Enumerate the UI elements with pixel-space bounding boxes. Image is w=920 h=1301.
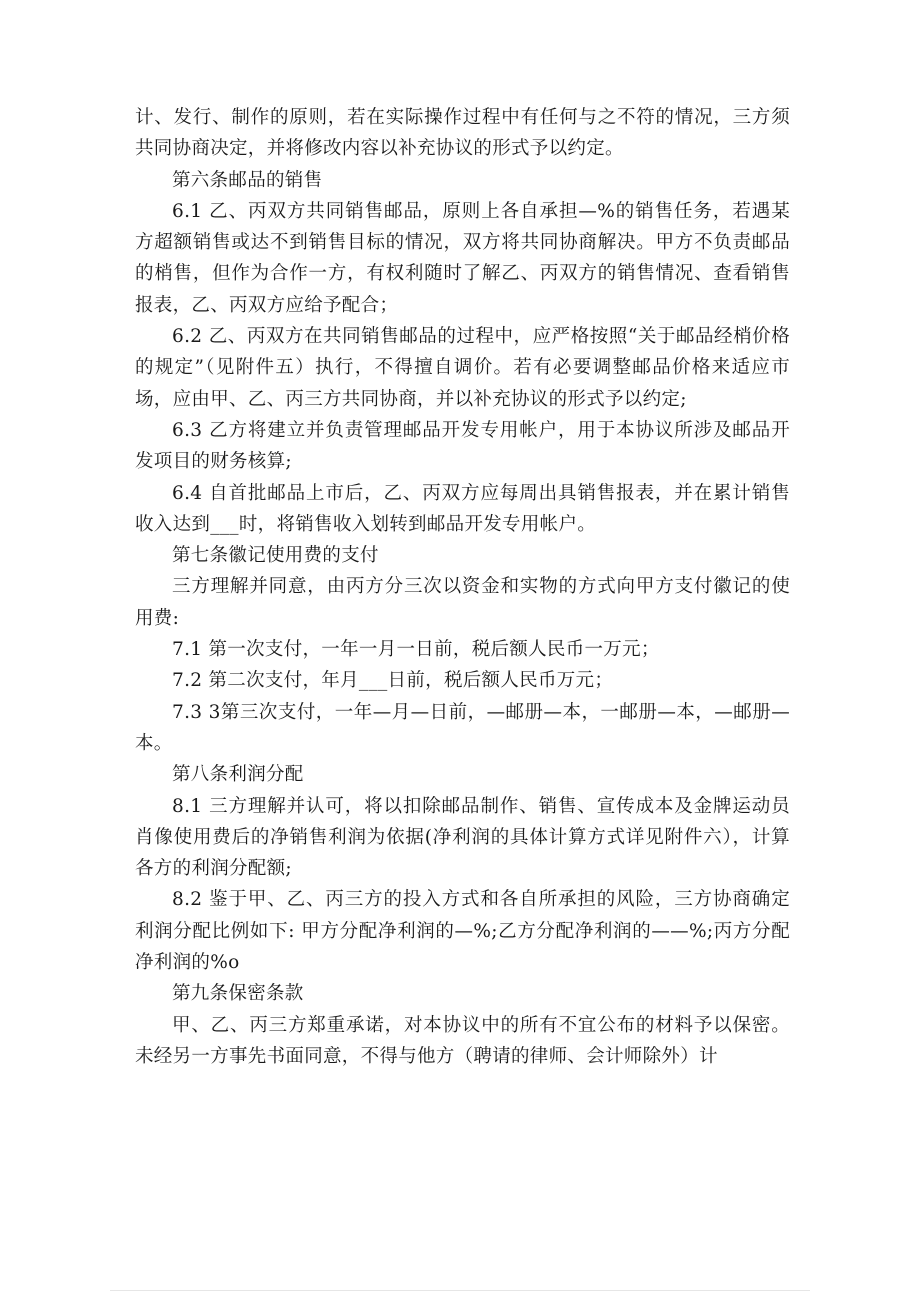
clause-8-1: 8.1 三方理解并认可，将以扣除邮品制作、销售、宣传成本及金牌运动员肖像使用费后的净销售利润为依据(净利润的具体计算方式详见附件六），计算各方的利润分配额;	[135, 795, 790, 880]
page-bottom-divider	[110, 1290, 810, 1291]
article-8-heading: 第八条利润分配	[172, 764, 304, 786]
paragraph-continuation: 计、发行、制作的原则，若在实际操作过程中有任何与之不符的情况，三方须共同协商决定，并将修改内容以补充协议的形式予以约定。	[135, 107, 790, 160]
clause-6-1: 6.1 乙、丙双方共同销售邮品，原则上各自承担—%的销售任务，若遇某方超额销售或达不到销售目标的情况，双方将共同协商解决。甲方不负责邮品的梢售，但作为合作一方，有权利随时了解乙、丙双方的销售情况、查看销售报表，乙、丙双方应给予配合；	[135, 200, 790, 316]
article-9-heading: 第九条保密条款	[172, 983, 304, 1005]
article-7-intro: 三方理解并同意，由丙方分三次以资金和实物的方式向甲方支付徽记的使用费:	[135, 576, 790, 629]
clause-6-4: 6.4 自首批邮品上市后，乙、丙双方应每周出具销售报表，并在累计销售收入达到___时，将销售收入划转到邮品开发专用帐户。	[135, 482, 790, 535]
article-9-body: 甲、乙、丙三方郑重承诺，对本协议中的所有不宜公布的材料予以保密。未经另一方事先书面同意，不得与他方（聘请的律师、会计师除外）计	[135, 1014, 790, 1067]
clause-6-3: 6.3 乙方将建立并负责管理邮品开发专用帐户，用于本协议所涉及邮品开发项目的财务核算;	[135, 419, 790, 473]
article-6-heading: 第六条邮品的销售	[172, 169, 323, 191]
clause-6-2: 6.2 乙、丙双方在共同销售邮品的过程中，应严格按照“关于邮品经梢价格的规定”（见附件五）执行，不得擅自调价。若有必要调整邮品价格来适应市场，应由甲、乙、丙三方共同协商，并以补充协议的形式予以约定;	[135, 326, 790, 410]
clause-7-1: 7.1 第一次支付，一年一月一日前，税后额人民币一万元；	[172, 639, 660, 661]
document-body	[135, 102, 790, 1072]
clause-8-2: 8.2 鉴于甲、乙、丙三方的投入方式和各自所承担的风险，三方协商确定利润分配比例如下: 甲方分配净利润的—%;乙方分配净利润的——%;丙方分配净利润的%o	[135, 889, 790, 974]
clause-7-3: 7.3 3第三次支付，一年—月—日前，—邮册—本，一邮册—本，—邮册—本。	[135, 701, 790, 754]
clause-7-2: 7.2 第二次支付，年月___日前，税后额人民币万元；	[172, 670, 614, 692]
article-7-heading: 第七条徽记使用费的支付	[172, 545, 379, 567]
